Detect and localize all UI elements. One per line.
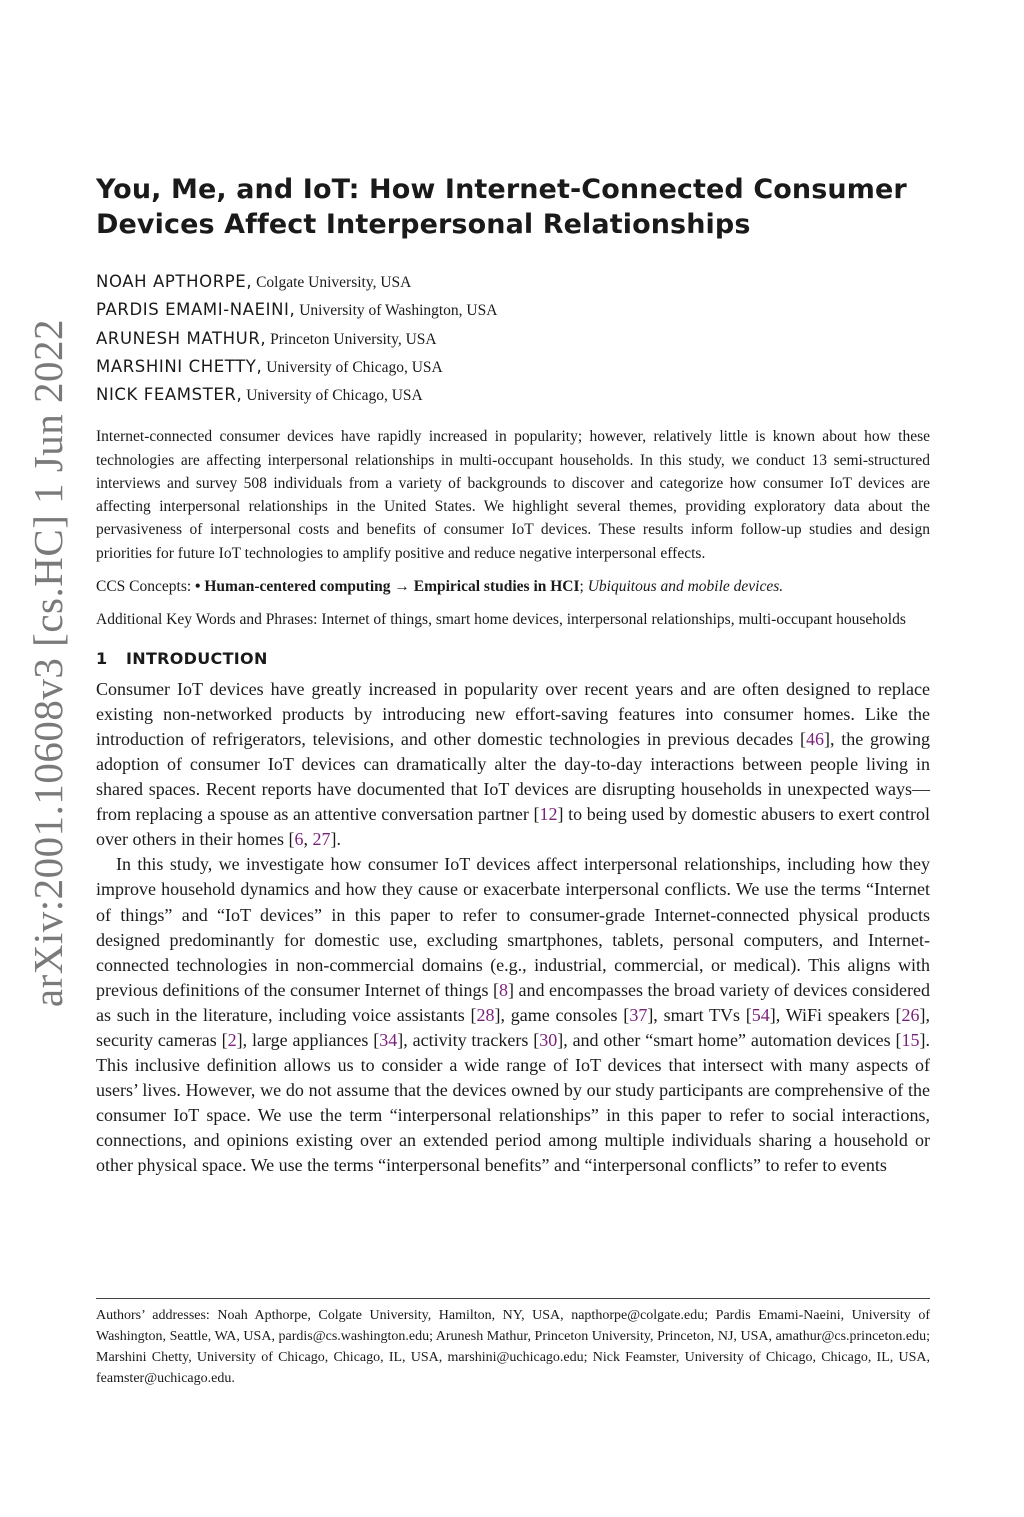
paragraph-text: ], WiFi speakers [ [769,1004,902,1025]
authors-addresses-footnote: Authors’ addresses: Noah Apthorpe, Colgate University, Hamilton, NY, USA, napthorpe@colgate.edu; Pardis Emami-Naeini, University of Washington, Seattle, WA, USA, pardis@cs.washington.edu; Arunesh Mathur, Princeton University, Princeton, NJ, USA, amathur@cs.princeton.edu; Marshini Chetty, University of Chicago, Chicago, IL, USA, marshini@uchicago.edu; Nick Feamster, University of Chicago, Chicago, IL, USA, feamster@uchicago.edu. [96,1298,930,1389]
paragraph-text: , [303,829,313,850]
author-affiliation: Colgate University, USA [256,274,412,291]
paragraph-text: ], activity trackers [ [397,1030,540,1051]
ccs-concepts [96,575,930,598]
author-entry [96,268,930,296]
citation-link[interactable]: 26 [901,1004,920,1025]
citation-link[interactable]: 30 [539,1030,558,1051]
section-number: 1 [96,648,108,668]
citation-link[interactable]: 46 [806,728,825,749]
citation-link[interactable]: 6 [294,829,304,850]
paper-title [96,172,930,242]
author-list [96,268,930,409]
arxiv-stamp [20,310,76,1015]
ccs-label: CCS Concepts: [96,577,196,595]
paragraph-text: ], the growing adoption of consumer IoT devices can dramatically alter the day-to-day interactions between people living in shared spaces. Recent reports have documented that IoT devices are disrupting households in unexpected ways—from replacing a spouse as an attentive conversation partner [ [96,728,930,825]
author-name: MARSHINI CHETTY, [96,356,263,376]
keywords: Additional Key Words and Phrases: Internet of things, smart home devices, interpersonal relationships, multi-occupant households [96,610,906,628]
paper-page [96,172,930,1179]
author-name: NOAH APTHORPE, [96,272,253,291]
paragraph-text: ]. This inclusive definition allows us to consider a wide range of IoT devices that intersect with many aspects of users’ lives. However, we do not assume that the devices owned by our study participants are comprehensive of the consumer IoT space. We use the term “interpersonal relationships” in this paper to refer to social interactions, connections, and opinions existing over an extended period among multiple individuals sharing a household or other physical space. We use the terms “interpersonal benefits” and “interpersonal conflicts” to refer to events [96,1030,931,1176]
author-entry [96,325,930,353]
author-entry [96,381,930,409]
abstract: Internet-connected consumer devices have rapidly increased in popularity; however, relatively little is known about how these technologies are affecting interpersonal relationships in multi-occupant households. In this study, we conduct 13 semi-structured interviews and survey 508 individuals from a variety of backgrounds to discover and categorize how consumer IoT devices are affecting interpersonal relationships in the United States. We highlight several themes, providing exploratory data about the pervasiveness of interpersonal costs and benefits of consumer IoT devices. These results inform follow-up studies and design priorities for future IoT technologies to amplify positive and reduce negative interpersonal effects. [96,428,930,562]
paragraph-text: ]. [330,829,341,850]
paragraph-text: In this study, we investigate how consumer IoT devices affect interpersonal relationships, including how they improve household dynamics and how they cause or exacerbate interpersonal conflicts. We use the terms “Internet of things” and “IoT devices” in this paper to refer to consumer-grade Internet-connected physical products designed predominantly for domestic use, excluding smartphones, tablets, personal computers, and Internet-connected technologies in non-commercial domains (e.g., industrial, commercial, or medical). This aligns with previous definitions of the consumer Internet of things [ [96,854,930,1000]
author-entry [96,296,930,324]
paper-title-line-2: Devices Affect Interpersonal Relationships [96,209,751,240]
paragraph-text: ] and encompasses the broad variety of devices considered as such in the literature, including voice assistants [ [96,979,930,1025]
paper-title-line-1: You, Me, and IoT: How Internet-Connected Consumer [96,174,907,205]
author-affiliation: University of Chicago, USA [266,358,443,376]
paragraph-text: ], game consoles [ [494,1004,630,1025]
citation-link[interactable]: 27 [312,829,331,850]
paragraph-text: ], security cameras [ [96,1004,930,1051]
section-title: INTRODUCTION [126,648,268,668]
paragraph-text: ] to being used by domestic abusers to exert control over others in their homes [ [96,804,930,850]
author-affiliation: University of Washington, USA [299,302,498,320]
intro-paragraph-2 [96,852,930,1178]
paragraph-text: ], and other “smart home” automation devices [ [557,1030,902,1051]
author-name: NICK FEAMSTER, [96,385,243,405]
ccs-separator: ; [579,577,588,595]
author-name: PARDIS EMAMI-NAEINI, [96,300,296,320]
paragraph-text: Consumer IoT devices have greatly increased in popularity over recent years and are often designed to replace existing non-networked products by introducing new effort-saving features into consumer homes. Like the introduction of refrigerators, televisions, and other domestic technologies in previous decades [ [96,678,930,749]
section-heading [96,647,930,671]
paragraph-text: ], smart TVs [ [647,1004,752,1025]
arxiv-stamp-text: arXiv:2001.10608v3 [cs.HC] 1 Jun 2022 [25,318,71,1007]
citation-link[interactable]: 28 [476,1004,495,1025]
author-affiliation: University of Chicago, USA [246,387,423,405]
ccs-primary-concept: Human-centered computing → Empirical studies in HCI [204,577,580,595]
intro-paragraph-1 [96,677,930,853]
ccs-bullet: • [195,577,205,595]
citation-link[interactable]: 15 [901,1030,920,1051]
citation-link[interactable]: 12 [539,804,558,825]
citation-link[interactable]: 34 [379,1030,398,1051]
author-name: ARUNESH MATHUR, [96,328,267,348]
paragraph-text: ], large appliances [ [236,1030,380,1051]
ccs-secondary-concept: Ubiquitous and mobile devices. [587,577,784,595]
citation-link[interactable]: 2 [227,1030,237,1051]
author-affiliation: Princeton University, USA [270,330,437,348]
citation-link[interactable]: 37 [629,1004,648,1025]
author-entry [96,353,930,381]
citation-link[interactable]: 54 [751,1004,770,1025]
citation-link[interactable]: 8 [499,979,509,1000]
